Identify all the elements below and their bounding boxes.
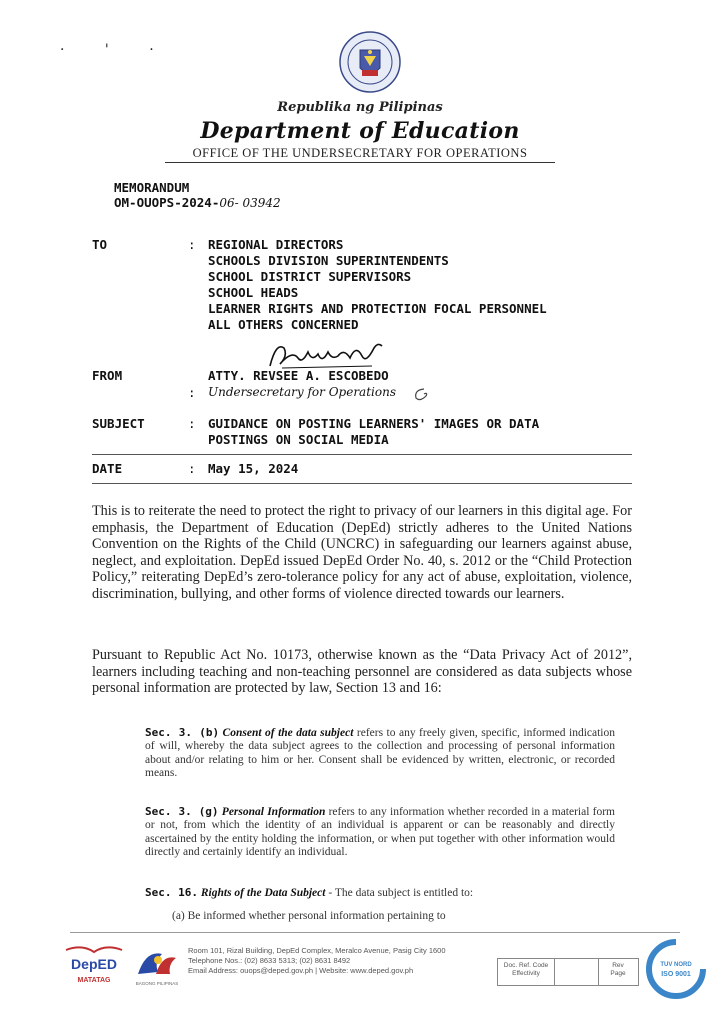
date-separator bbox=[92, 483, 632, 484]
doc-ref-box bbox=[497, 958, 639, 986]
quote-consent bbox=[145, 726, 615, 780]
rev-label: Rev bbox=[612, 962, 624, 969]
quote-text: - The data subject is entitled to: bbox=[328, 887, 474, 899]
department-name: Department of Education bbox=[200, 118, 520, 144]
to-colon: : bbox=[188, 237, 196, 252]
effectivity-label: Effectivity bbox=[512, 970, 540, 977]
recipient: SCHOOLS DIVISION SUPERINTENDENTS bbox=[208, 253, 449, 268]
recipient: ALL OTHERS CONCERNED bbox=[208, 317, 359, 332]
iso-code: ISO 9001 bbox=[661, 971, 691, 978]
quote-term: Personal Information bbox=[221, 806, 326, 818]
quote-section: Sec. 3. (g) bbox=[145, 805, 219, 818]
quote-personal-information bbox=[145, 805, 615, 859]
recipient: SCHOOL HEADS bbox=[208, 285, 299, 300]
memo-number-prefix: OM-OUOPS-2024- bbox=[114, 195, 220, 210]
quote-section: Sec. 3. (b) bbox=[145, 726, 220, 739]
footer-address-line: Telephone Nos.: (02) 8633 5313; (02) 8631 8492 bbox=[188, 956, 351, 965]
footer-address bbox=[188, 946, 488, 976]
subject-value bbox=[208, 416, 628, 448]
recipient: SCHOOL DISTRICT SUPERVISORS bbox=[208, 269, 412, 284]
from-name: ATTY. REVSEE A. ESCOBEDO bbox=[208, 368, 389, 383]
doc-ref-divider bbox=[554, 959, 555, 985]
to-label: TO bbox=[92, 237, 108, 252]
deped-logo-text: DepED bbox=[71, 956, 117, 972]
deped-logo-icon bbox=[62, 942, 126, 986]
bp-logo-text: BAGONG PILIPINAS bbox=[135, 981, 179, 986]
doc-ref-divider bbox=[598, 959, 599, 985]
from-label: FROM bbox=[92, 368, 123, 383]
deped-seal-icon bbox=[338, 30, 402, 94]
quote-term: Consent of the data subject bbox=[222, 727, 354, 739]
quote-term: Rights of the Data Subject bbox=[200, 887, 326, 899]
memo-number-handwritten: 06- 03942 bbox=[219, 196, 281, 210]
quote-rights-item-a: (a) Be informed whether personal information pertaining to bbox=[172, 910, 446, 922]
date-value: May 15, 2024 bbox=[208, 461, 299, 476]
to-block bbox=[92, 237, 632, 337]
quote-text: refers to any freely given, specific, informed indication of will, whereby the data subject agrees to the collection and processing of personal information about and/or relating to him or her. Consent shall be evidenced by written, electronic, or recorded means. bbox=[145, 727, 615, 779]
memo-reference bbox=[114, 180, 281, 211]
header-separator bbox=[92, 454, 632, 455]
quote-rights bbox=[145, 886, 615, 900]
header-divider bbox=[165, 162, 555, 163]
bagong-pilipinas-logo-icon bbox=[132, 944, 182, 988]
subject-line: POSTINGS ON SOCIAL MEDIA bbox=[208, 432, 389, 447]
footer-address-line: Room 101, Rizal Building, DepEd Complex, Meralco Avenue, Pasig City 1600 bbox=[188, 946, 446, 955]
republic-line: Republika ng Pilipinas bbox=[277, 100, 443, 115]
from-colon: : bbox=[188, 385, 196, 400]
quote-text: refers to any information whether recorded in a material form or not, from which the identity of an individual is apparent or can be reasonably and directly ascertained by the entity holding the information, or when put together with other information would directly and certainly identify an individual. bbox=[145, 806, 616, 858]
iso-certification-icon bbox=[645, 938, 707, 1000]
date-colon: : bbox=[188, 461, 196, 476]
iso-label: TUV NORD bbox=[660, 962, 692, 968]
scan-specks: · ' · bbox=[60, 42, 172, 58]
office-name: OFFICE OF THE UNDERSECRETARY FOR OPERATIONS bbox=[192, 146, 528, 160]
footer-divider bbox=[70, 932, 680, 933]
to-recipients bbox=[208, 237, 628, 333]
subject-label: SUBJECT bbox=[92, 416, 145, 431]
initial-mark-icon bbox=[410, 386, 432, 404]
rev-page-cell bbox=[602, 962, 634, 978]
doc-ref-label-cell bbox=[501, 962, 551, 978]
date-label: DATE bbox=[92, 461, 123, 476]
subject-block bbox=[92, 416, 632, 450]
memo-label: MEMORANDUM bbox=[114, 180, 190, 195]
page-label: Page bbox=[610, 970, 626, 977]
subject-colon: : bbox=[188, 416, 196, 431]
recipient: REGIONAL DIRECTORS bbox=[208, 237, 344, 252]
deped-logo-sub: MATATAG bbox=[77, 977, 111, 984]
recipient: LEARNER RIGHTS AND PROTECTION FOCAL PERSONNEL bbox=[208, 301, 547, 316]
from-title: Undersecretary for Operations bbox=[208, 385, 396, 399]
body-paragraph-2: Pursuant to Republic Act No. 10173, otherwise known as the “Data Privacy Act of 2012”, learners including teaching and non-teaching personnel are considered as data subjects whose personal information are protected by law, Section 13 and 16: bbox=[92, 647, 632, 697]
date-block bbox=[92, 461, 632, 479]
footer-address-line: Email Address: ouops@deped.gov.ph | Website: www.deped.gov.ph bbox=[188, 966, 414, 975]
doc-ref-label: Doc. Ref. Code bbox=[503, 962, 549, 969]
quote-section: Sec. 16. bbox=[145, 886, 198, 899]
from-block bbox=[92, 368, 632, 402]
subject-line: GUIDANCE ON POSTING LEARNERS' IMAGES OR DATA bbox=[208, 416, 540, 431]
memo-number bbox=[114, 195, 281, 211]
body-paragraph-1: This is to reiterate the need to protect the right to privacy of our learners in this digital age. For emphasis, the Department of Education (DepEd) strictly adheres to the United Nations Convention on the Rights of the Child (UNCRC) in safeguarding our learners against abuse, neglect, and exploitation. DepEd issued DepEd Order No. 40, s. 2012 or the “Child Protection Policy,” reiterating DepEd’s zero-tolerance policy for any act of abuse, exploitation, violence, discrimination, bullying, and other forms of violence directed towards our learners. bbox=[92, 503, 632, 602]
